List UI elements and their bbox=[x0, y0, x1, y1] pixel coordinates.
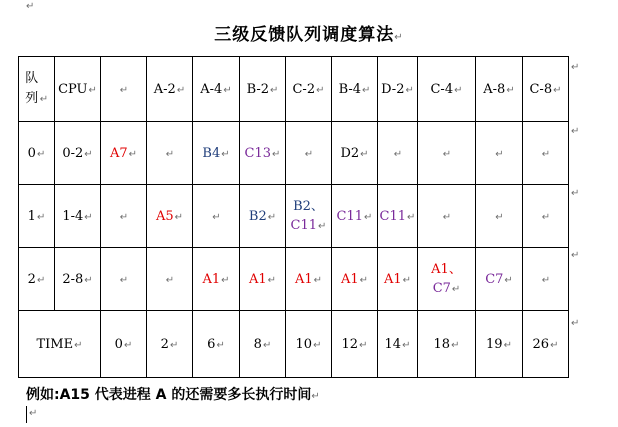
schedule-cell bbox=[523, 122, 569, 185]
time-cell bbox=[101, 311, 147, 378]
time-row bbox=[19, 311, 569, 378]
paragraph-mark: ↵ bbox=[212, 211, 221, 223]
paragraph-mark: ↵ bbox=[318, 220, 327, 232]
schedule-cell bbox=[240, 248, 286, 311]
paragraph-mark: ↵ bbox=[29, 408, 38, 419]
paragraph-mark: ↵ bbox=[26, 1, 35, 12]
process-entry: C7 bbox=[485, 271, 504, 287]
paragraph-mark: ↵ bbox=[84, 211, 93, 223]
process-entry: B4 bbox=[202, 145, 221, 161]
paragraph-mark: ↵ bbox=[36, 274, 46, 286]
schedule-cell bbox=[418, 122, 476, 185]
process-entry: A7 bbox=[109, 145, 128, 161]
time-cell bbox=[332, 311, 378, 378]
queue-cell bbox=[19, 185, 55, 248]
paragraph-mark: ↵ bbox=[506, 84, 515, 96]
time-label-cell bbox=[19, 311, 101, 378]
paragraph-mark: ↵ bbox=[402, 339, 411, 351]
schedule-cell bbox=[378, 185, 418, 248]
document-title bbox=[0, 20, 618, 45]
paragraph-mark: ↵ bbox=[267, 211, 277, 223]
schedule-cell bbox=[523, 185, 569, 248]
process-entry: A1 bbox=[340, 271, 359, 287]
process-entry: C11 bbox=[379, 208, 407, 224]
process-entry: C11 bbox=[290, 217, 318, 233]
paragraph-mark: ↵ bbox=[504, 274, 513, 286]
paragraph-mark: ↵ bbox=[165, 274, 175, 286]
paragraph-mark: ↵ bbox=[221, 274, 230, 286]
paragraph-mark: ↵ bbox=[39, 93, 49, 105]
header-event bbox=[476, 57, 523, 122]
paragraph-mark: ↵ bbox=[451, 283, 461, 295]
header-event-label: C-2 bbox=[292, 81, 316, 97]
header-event-label: A-4 bbox=[200, 81, 223, 97]
schedule-cell bbox=[523, 248, 569, 311]
header-event-label: B-4 bbox=[338, 81, 362, 97]
note-text: 例如:A15 代表进程 A 的还需要多长执行时间 bbox=[26, 387, 312, 403]
process-entry: A1 bbox=[202, 271, 221, 287]
paragraph-mark: ↵ bbox=[550, 339, 559, 351]
schedule-cell bbox=[418, 248, 476, 311]
paragraph-mark: ↵ bbox=[359, 274, 369, 286]
paragraph-mark: ↵ bbox=[119, 274, 129, 286]
schedule-cell bbox=[332, 122, 378, 185]
header-queue-label: 队列 bbox=[25, 70, 39, 106]
header-cpu bbox=[55, 57, 101, 122]
paragraph-mark: ↵ bbox=[405, 84, 414, 96]
paragraph-mark: ↵ bbox=[402, 274, 412, 286]
cpu-cell bbox=[55, 248, 101, 311]
queue-cell bbox=[19, 122, 55, 185]
queue-number: 1 bbox=[27, 208, 36, 224]
time-cell bbox=[240, 311, 286, 378]
process-entry: D2 bbox=[340, 145, 360, 161]
header-event bbox=[523, 57, 569, 122]
paragraph-mark: ↵ bbox=[451, 339, 460, 351]
paragraph-mark: ↵ bbox=[174, 211, 184, 223]
process-entry: B2、 bbox=[293, 198, 324, 214]
header-event bbox=[147, 57, 193, 122]
time-value: 0 bbox=[114, 336, 123, 352]
schedule-cell bbox=[378, 122, 418, 185]
time-cell bbox=[147, 311, 193, 378]
time-value: 14 bbox=[384, 336, 402, 352]
time-value: 6 bbox=[207, 336, 216, 352]
cpu-range: 0-2 bbox=[62, 145, 84, 161]
time-value: 18 bbox=[433, 336, 451, 352]
paragraph-mark: ↵ bbox=[272, 148, 281, 160]
schedule-cell bbox=[418, 185, 476, 248]
paragraph-mark: ↵ bbox=[223, 84, 232, 96]
schedule-cell bbox=[193, 185, 240, 248]
header-row bbox=[19, 57, 569, 122]
schedule-cell bbox=[147, 185, 193, 248]
queue-number: 2 bbox=[27, 271, 36, 287]
paragraph-mark: ↵ bbox=[119, 84, 129, 96]
process-entry: C11 bbox=[336, 208, 364, 224]
time-cell bbox=[523, 311, 569, 378]
queue-row-2 bbox=[19, 248, 569, 311]
paragraph-mark: ↵ bbox=[316, 84, 325, 96]
time-cell bbox=[378, 311, 418, 378]
header-event-label: D-2 bbox=[381, 81, 405, 97]
process-entry: A1 bbox=[294, 271, 313, 287]
paragraph-mark: ↵ bbox=[442, 148, 452, 160]
schedule-cell bbox=[240, 185, 286, 248]
header-event-label: C-4 bbox=[430, 81, 454, 97]
queue-number: 0 bbox=[27, 145, 36, 161]
header-event bbox=[418, 57, 476, 122]
time-value: 2 bbox=[160, 336, 169, 352]
paragraph-mark: ↵ bbox=[88, 84, 97, 96]
time-value: 10 bbox=[295, 336, 313, 352]
time-cell bbox=[418, 311, 476, 378]
queue-row-0 bbox=[19, 122, 569, 185]
process-entry: B2 bbox=[248, 208, 267, 224]
time-value: 12 bbox=[341, 336, 359, 352]
paragraph-mark: ↵ bbox=[169, 339, 179, 351]
schedule-cell bbox=[193, 122, 240, 185]
paragraph-mark: ↵ bbox=[359, 339, 368, 351]
paragraph-mark: ↵ bbox=[165, 148, 175, 160]
time-cell bbox=[476, 311, 523, 378]
paragraph-mark: ↵ bbox=[313, 274, 323, 286]
paragraph-mark: ↵ bbox=[442, 211, 452, 223]
paragraph-mark: ↵ bbox=[407, 211, 416, 223]
process-entry: A1 bbox=[248, 271, 267, 287]
paragraph-mark: ↵ bbox=[84, 274, 93, 286]
paragraph-mark: ↵ bbox=[313, 339, 322, 351]
schedule-cell bbox=[286, 122, 332, 185]
schedule-cell bbox=[240, 122, 286, 185]
paragraph-mark: ↵ bbox=[221, 148, 230, 160]
time-label: TIME bbox=[36, 336, 74, 352]
schedule-cell bbox=[101, 185, 147, 248]
schedule-cell bbox=[286, 185, 332, 248]
paragraph-mark: ↵ bbox=[541, 148, 551, 160]
schedule-cell bbox=[332, 248, 378, 311]
schedule-cell bbox=[101, 122, 147, 185]
header-event bbox=[193, 57, 240, 122]
header-event-label: A-2 bbox=[153, 81, 176, 97]
schedule-cell bbox=[193, 248, 240, 311]
paragraph-mark: ↵ bbox=[128, 148, 138, 160]
paragraph-mark: ↵ bbox=[360, 148, 369, 160]
paragraph-mark: ↵ bbox=[36, 211, 46, 223]
paragraph-mark: ↵ bbox=[262, 339, 272, 351]
header-event-label: A-8 bbox=[483, 81, 506, 97]
header-event bbox=[332, 57, 378, 122]
paragraph-mark: ↵ bbox=[454, 84, 463, 96]
cpu-range: 1-4 bbox=[62, 208, 84, 224]
header-event bbox=[286, 57, 332, 122]
paragraph-mark: ↵ bbox=[176, 84, 186, 96]
paragraph-mark: ↵ bbox=[119, 211, 129, 223]
text-cursor bbox=[26, 406, 27, 423]
paragraph-mark: ↵ bbox=[270, 84, 279, 96]
paragraph-mark: ↵ bbox=[84, 148, 93, 160]
schedule-cell bbox=[147, 122, 193, 185]
paragraph-mark: ↵ bbox=[393, 148, 403, 160]
cpu-range: 2-8 bbox=[62, 271, 84, 287]
cpu-cell bbox=[55, 122, 101, 185]
paragraph-mark: ↵ bbox=[74, 339, 83, 351]
queue-row-1 bbox=[19, 185, 569, 248]
process-entry: A1、 bbox=[431, 261, 462, 277]
process-entry: C13 bbox=[244, 145, 272, 161]
process-entry: A5 bbox=[155, 208, 174, 224]
header-event bbox=[240, 57, 286, 122]
paragraph-mark: ↵ bbox=[311, 391, 320, 402]
paragraph-mark: ↵ bbox=[36, 148, 46, 160]
row-end-mark: ↵ bbox=[571, 250, 580, 261]
paragraph-mark: ↵ bbox=[267, 274, 277, 286]
paragraph-mark: ↵ bbox=[495, 148, 504, 160]
schedule-table-wrap bbox=[18, 56, 569, 378]
header-cpu-label: CPU bbox=[58, 81, 88, 97]
row-end-mark: ↵ bbox=[571, 62, 580, 73]
paragraph-mark: ↵ bbox=[495, 211, 504, 223]
schedule-cell bbox=[101, 248, 147, 311]
paragraph-mark: ↵ bbox=[123, 339, 133, 351]
schedule-cell bbox=[476, 248, 523, 311]
row-end-mark: ↵ bbox=[571, 126, 580, 137]
row-end-mark: ↵ bbox=[571, 318, 580, 329]
header-event-label: C-8 bbox=[529, 81, 553, 97]
schedule-cell bbox=[378, 248, 418, 311]
schedule-cell bbox=[476, 122, 523, 185]
process-entry: A1 bbox=[383, 271, 402, 287]
schedule-table bbox=[18, 56, 569, 378]
paragraph-mark: ↵ bbox=[503, 339, 512, 351]
title-text: 三级反馈队列调度算法 bbox=[214, 25, 395, 45]
header-queue bbox=[19, 57, 55, 122]
time-cell bbox=[193, 311, 240, 378]
paragraph-mark: ↵ bbox=[553, 84, 562, 96]
cpu-cell bbox=[55, 185, 101, 248]
queue-cell bbox=[19, 248, 55, 311]
time-value: 8 bbox=[253, 336, 262, 352]
paragraph-mark: ↵ bbox=[541, 274, 551, 286]
paragraph-mark: ↵ bbox=[394, 32, 404, 43]
time-value: 19 bbox=[486, 336, 503, 352]
process-entry: C7 bbox=[432, 280, 451, 296]
paragraph-mark: ↵ bbox=[541, 211, 551, 223]
paragraph-mark: ↵ bbox=[304, 148, 314, 160]
schedule-cell bbox=[286, 248, 332, 311]
header-event-label: B-2 bbox=[246, 81, 270, 97]
row-end-mark: ↵ bbox=[571, 188, 580, 199]
time-value: 26 bbox=[532, 336, 550, 352]
schedule-cell bbox=[332, 185, 378, 248]
schedule-cell bbox=[476, 185, 523, 248]
example-note bbox=[26, 384, 320, 404]
schedule-cell bbox=[147, 248, 193, 311]
paragraph-mark: ↵ bbox=[216, 339, 225, 351]
paragraph-mark: ↵ bbox=[364, 211, 373, 223]
paragraph-mark: ↵ bbox=[362, 84, 371, 96]
header-event bbox=[101, 57, 147, 122]
header-event bbox=[378, 57, 418, 122]
time-cell bbox=[286, 311, 332, 378]
